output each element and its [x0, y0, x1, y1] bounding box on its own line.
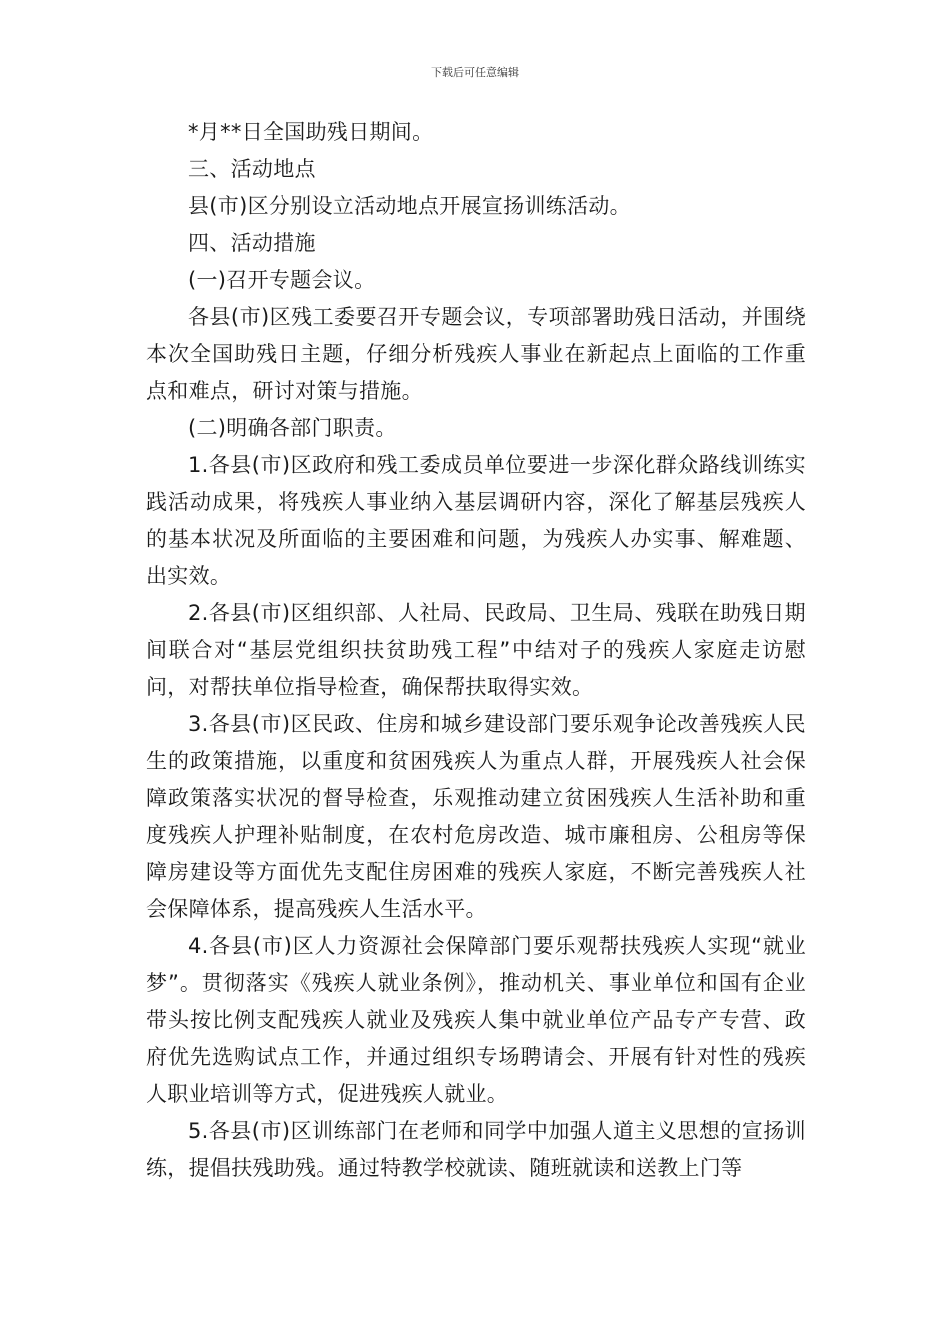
paragraph-duty-5: 5.各县(市)区训练部门在老师和同学中加强人道主义思想的宣扬训练，提倡扶残助残。通过特教学校就读、随班就读和送教上门等	[146, 1119, 806, 1180]
paragraph-activity-location: 县(市)区分别设立活动地点开展宣扬训练活动。	[188, 194, 631, 218]
paragraph-special-meeting: 各县(市)区残工委要召开专题会议，专项部署助残日活动，并围绕本次全国助残日主题，仔细分析残疾人事业在新起点上面临的工作重点和难点，研讨对策与措施。	[146, 305, 806, 403]
paragraph-activity-time: *月**日全国助残日期间。	[188, 120, 434, 144]
document-body	[146, 114, 806, 1187]
subheading-special-meeting: (一)召开专题会议。	[188, 268, 376, 292]
subheading-department-duties: (二)明确各部门职责。	[188, 416, 397, 440]
paragraph-duty-4: 4.各县(市)区人力资源社会保障部门要乐观帮扶残疾人实现“就业梦”。贯彻落实《残疾人就业条例》，推动机关、事业单位和国有企业带头按比例支配残疾人就业及残疾人集中就业单位产品专产专营、政府优先选购试点工作，并通过组织专场聘请会、开展有针对性的残疾人职业培训等方式，促进残疾人就业。	[146, 934, 806, 1106]
page-header-note: 下载后可任意编辑	[431, 66, 519, 79]
heading-activity-location: 三、活动地点	[188, 157, 316, 181]
paragraph-duty-1: 1.各县(市)区政府和残工委成员单位要进一步深化群众路线训练实践活动成果，将残疾人事业纳入基层调研内容，深化了解基层残疾人的基本状况及所面临的主要困难和问题，为残疾人办实事、解难题、出实效。	[146, 453, 806, 588]
paragraph-duty-2: 2.各县(市)区组织部、人社局、民政局、卫生局、残联在助残日期间联合对“基层党组织扶贫助残工程”中结对子的残疾人家庭走访慰问，对帮扶单位指导检查，确保帮扶取得实效。	[146, 601, 806, 699]
heading-activity-measures: 四、活动措施	[188, 231, 316, 255]
paragraph-duty-3: 3.各县(市)区民政、住房和城乡建设部门要乐观争论改善残疾人民生的政策措施，以重度和贫困残疾人为重点人群，开展残疾人社会保障政策落实状况的督导检查，乐观推动建立贫困残疾人生活补助和重度残疾人护理补贴制度，在农村危房改造、城市廉租房、公租房等保障房建设等方面优先支配住房困难的残疾人家庭，不断完善残疾人社会保障体系，提高残疾人生活水平。	[146, 712, 806, 921]
